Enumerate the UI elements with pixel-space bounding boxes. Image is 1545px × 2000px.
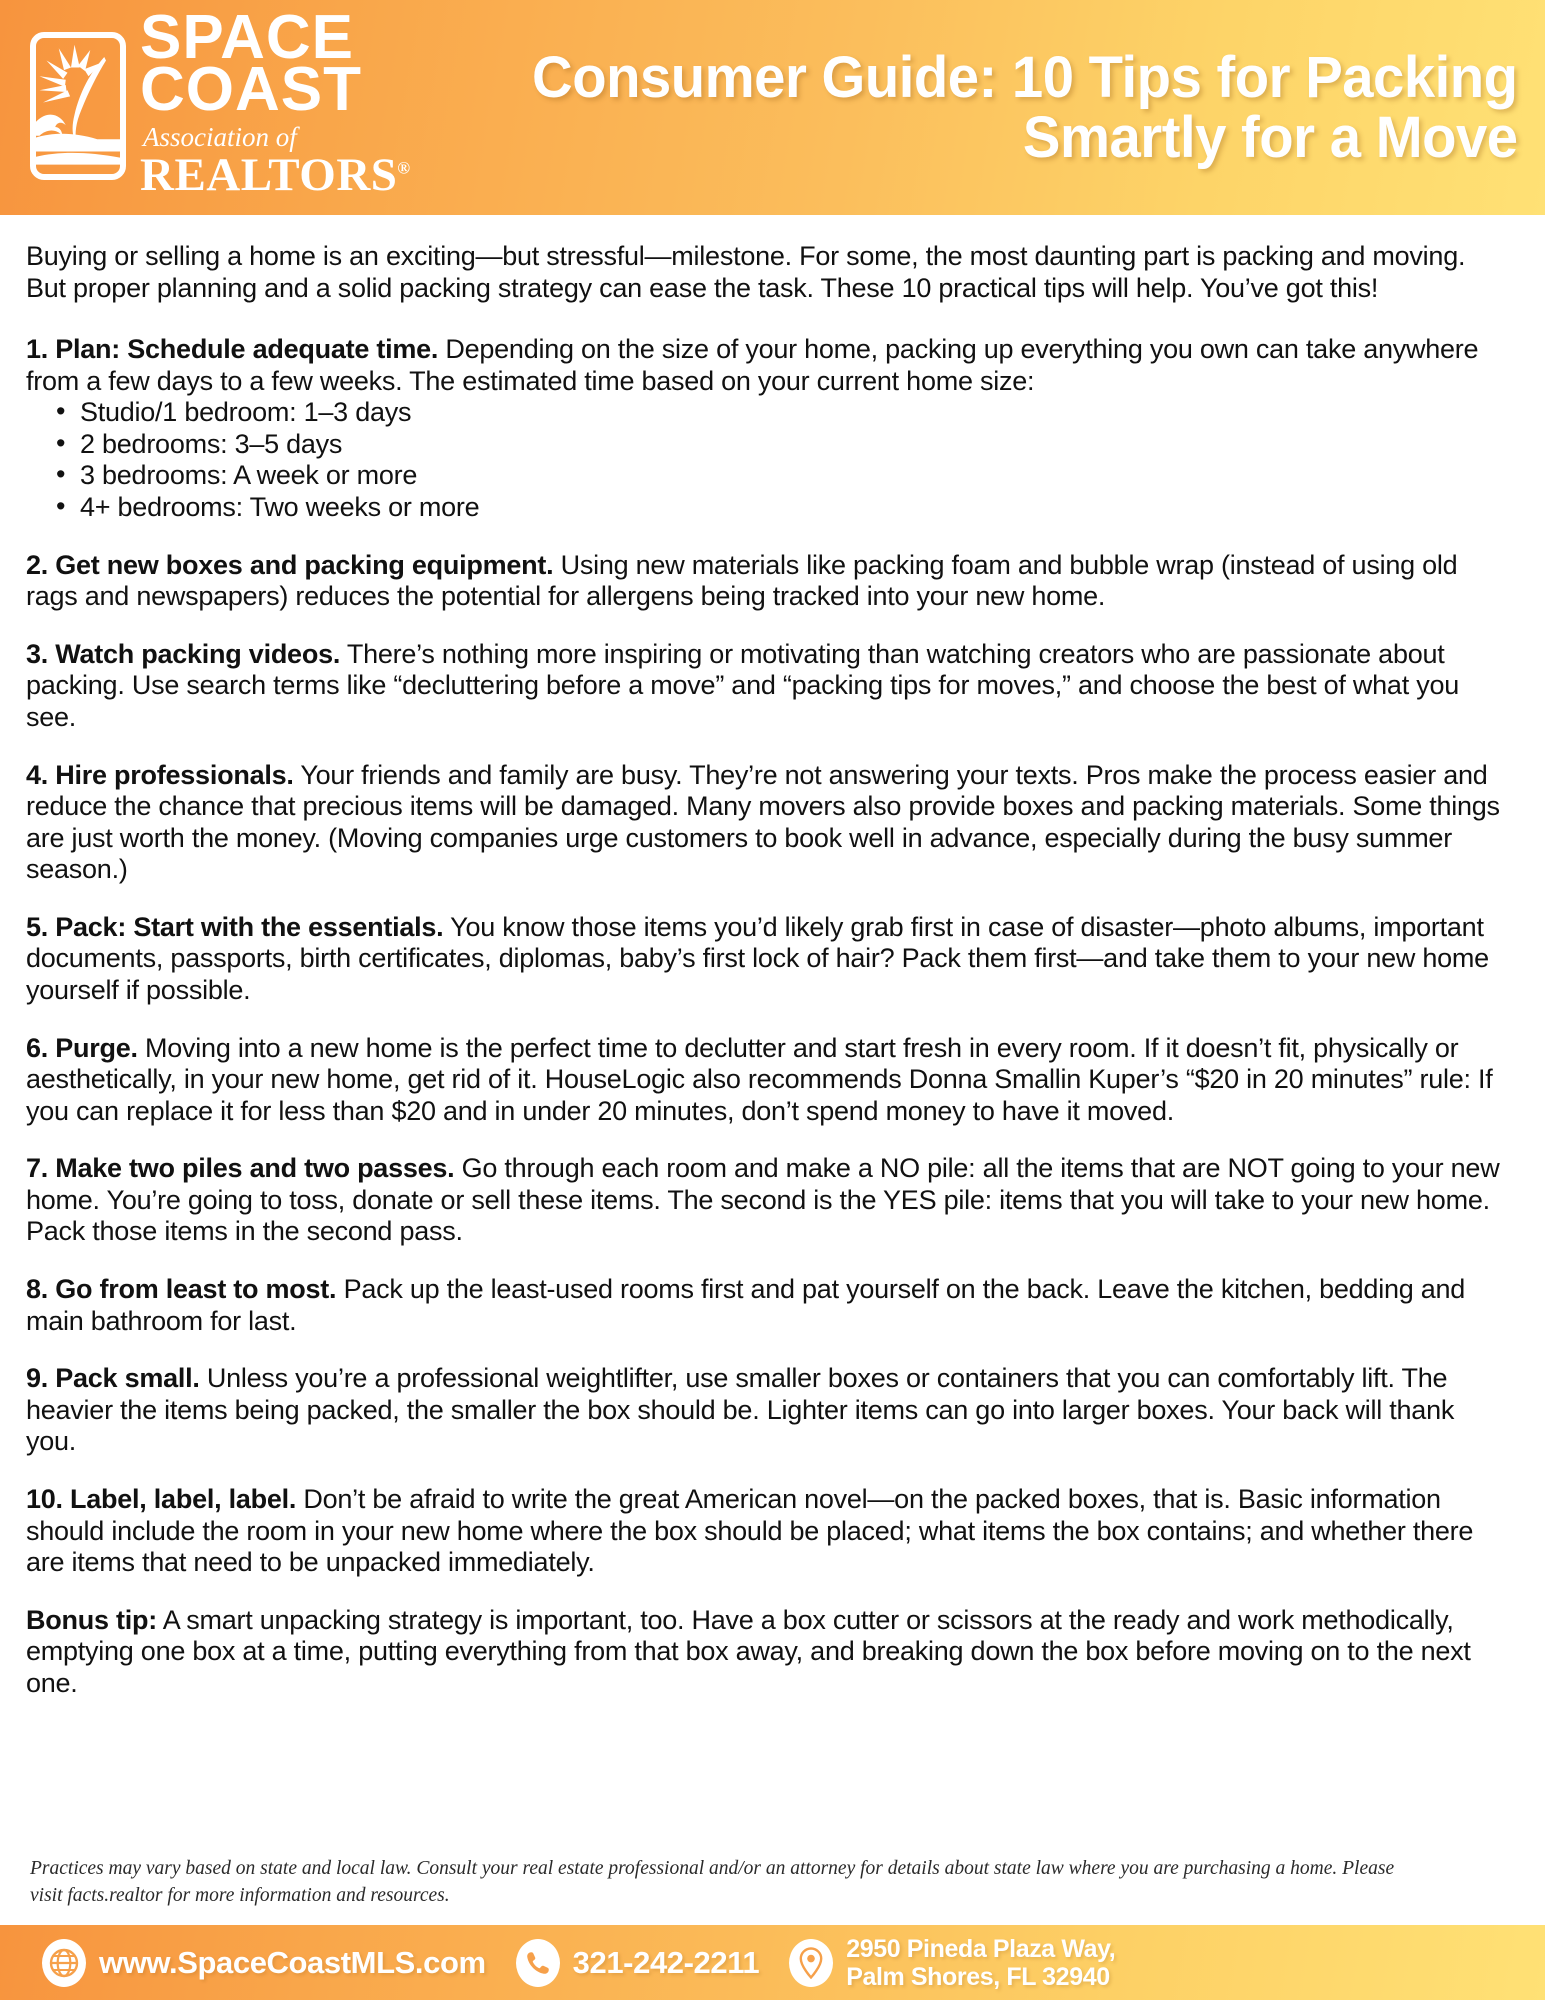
footer-phone-text[interactable]: 321-242-2211: [572, 1944, 760, 1980]
page-header: [0, 0, 1545, 215]
tip-1-paragraph: [26, 334, 1511, 397]
legal-disclaimer: Practices may vary based on state and local law. Consult your real estate professional and/or an attorney for details about state law where you are purchasing a home. Please visit facts.realtor for more information and resources.: [30, 1858, 1395, 1906]
tip-8-lead: 8. Go from least to most.: [26, 1274, 337, 1305]
tip-9-lead: 9. Pack small.: [26, 1363, 200, 1394]
tip-1-list: [26, 397, 1511, 523]
tip-7-lead: 7. Make two piles and two passes.: [26, 1153, 455, 1184]
bonus-tip-lead: Bonus tip:: [26, 1604, 157, 1635]
footer-address-line2: Palm Shores, FL 32940: [846, 1962, 1110, 1991]
list-item: • 2 bedrooms: 3–5 days: [26, 429, 1511, 461]
location-pin-icon: [789, 1939, 833, 1987]
page-footer: [0, 1925, 1545, 2000]
logo-wordmark: [140, 2, 411, 202]
tip-8: [26, 1274, 1511, 1337]
tip-1-lead: 1. Plan: Schedule adequate time.: [26, 334, 439, 365]
logo-line-realtors: [140, 149, 411, 202]
tip-8-body: Pack up the least-used rooms first and pat yourself on the back. Leave the kitchen, bedding and main bathroom for last.: [26, 1274, 1466, 1336]
tip-10-body: Don’t be afraid to write the great American novel—on the packed boxes, that is. Basic information should include the room in your new home where the box should be placed; what items the box contains; and whether there are items that need to be unpacked immediately.: [26, 1483, 1474, 1578]
footer-website[interactable]: [42, 1939, 486, 1987]
tip-2-lead: 2. Get new boxes and packing equipment.: [26, 549, 554, 580]
tip-3-body: There’s nothing more inspiring or motivating than watching creators who are passionate about packing. Use search terms like “decluttering before a move” and “packing tips for moves,” and choose the best of what you see.: [26, 638, 1459, 732]
tip-2-body: Using new materials like packing foam and bubble wrap (instead of using old rags and newspapers) reduces the potential for allergens being tracked into your new home.: [26, 549, 1458, 612]
tip-5-body: You know those items you’d likely grab first in case of disaster—photo albums, important documents, passports, birth certificates, diplomas, baby’s first lock of hair? Pack them first—and take them to your new home yourself if possible.: [26, 911, 1489, 1005]
list-item: • Studio/1 bedroom: 1–3 days: [26, 397, 1511, 429]
phone-icon: [516, 1939, 560, 1987]
registered-mark: ®: [397, 158, 411, 178]
tip-3: [26, 639, 1511, 734]
intro-paragraph: Buying or selling a home is an exciting—but stressful—milestone. For some, the most daunting part is packing and moving. But proper planning and a solid packing strategy can ease the task. These 10 practical tips will help. You’ve got this!: [26, 241, 1466, 303]
tip-4: [26, 760, 1511, 886]
logo-line-space: SPACE: [140, 2, 355, 72]
logo-realtors-text: REALTORS: [140, 149, 398, 202]
sun-marlin-wave-logo-icon: [30, 32, 126, 180]
list-item: • 4+ bedrooms: Two weeks or more: [26, 492, 1511, 524]
tip-7: [26, 1153, 1511, 1248]
tip-9: [26, 1363, 1511, 1458]
space-coast-realtors-logo: [30, 2, 411, 203]
footer-address-text[interactable]: [846, 1935, 1115, 1991]
tip-7-body: Go through each room and make a NO pile: all the items that are NOT going to your new home. You’re going to toss, donate or sell these items. The second is the YES pile: items that you will take to your new home. Pack those items in the second pass.: [26, 1153, 1500, 1247]
footer-website-text[interactable]: www.SpaceCoastMLS.com: [99, 1944, 486, 1980]
tip-5-lead: 5. Pack: Start with the essentials.: [26, 911, 444, 942]
tip-1-body: Depending on the size of your home, packing up everything you own can take anywhere from a few days to a few weeks. The estimated time based on your current home size:: [26, 334, 1479, 396]
tip-10: [26, 1484, 1511, 1579]
tip-2: [26, 550, 1511, 613]
footer-address[interactable]: [789, 1935, 1115, 1991]
tip-6-body: Moving into a new home is the perfect time to declutter and start fresh in every room. If it doesn’t fit, physically or aesthetically, in your new home, get rid of it. HouseLogic also recommends Donna Smallin Kuper’s “$20 in 20 minutes” rule: If you can replace it for less than $20 and in under 20 minutes, don’t spend money to have it moved.: [26, 1032, 1493, 1126]
footer-phone[interactable]: [516, 1939, 760, 1987]
tip-1: [26, 334, 1511, 523]
tip-10-lead: 10. Label, label, label.: [26, 1483, 297, 1514]
footer-address-line1: 2950 Pineda Plaza Way,: [846, 1934, 1116, 1963]
document-body: [0, 215, 1545, 1856]
tip-3-lead: 3. Watch packing videos.: [26, 638, 341, 669]
tip-9-body: Unless you’re a professional weightlifter, use smaller boxes or containers that you can comfortably lift. The heavier the items being packed, the smaller the box should be. Lighter items can go into larger boxes. Your back will thank you.: [26, 1363, 1455, 1457]
list-item: • 3 bedrooms: A week or more: [26, 460, 1511, 492]
tip-6-lead: 6. Purge.: [26, 1032, 138, 1063]
logo-line-coast: COAST: [140, 55, 362, 124]
tip-6: [26, 1033, 1511, 1128]
tip-4-body: Your friends and family are busy. They’re not answering your texts. Pros make the process easier and reduce the chance that precious items will be damaged. Many movers also provide boxes and packing materials. Some things are just worth the money. (Moving companies urge customers to book well in advance, especially during the busy summer season.): [26, 759, 1500, 885]
bonus-tip-body: A smart unpacking strategy is important, too. Have a box cutter or scissors at the ready and work methodically, emptying one box at a time, putting everything from that box away, and breaking down the box before moving on to the next one.: [26, 1604, 1471, 1698]
tip-4-lead: 4. Hire professionals.: [26, 759, 294, 790]
logo-line-association: Association of: [143, 122, 297, 153]
globe-icon: [42, 1939, 86, 1987]
tip-5: [26, 912, 1511, 1007]
page-title: Consumer Guide: 10 Tips for Packing Smartly for a Move: [531, 44, 1518, 170]
bonus-tip: [26, 1605, 1511, 1700]
